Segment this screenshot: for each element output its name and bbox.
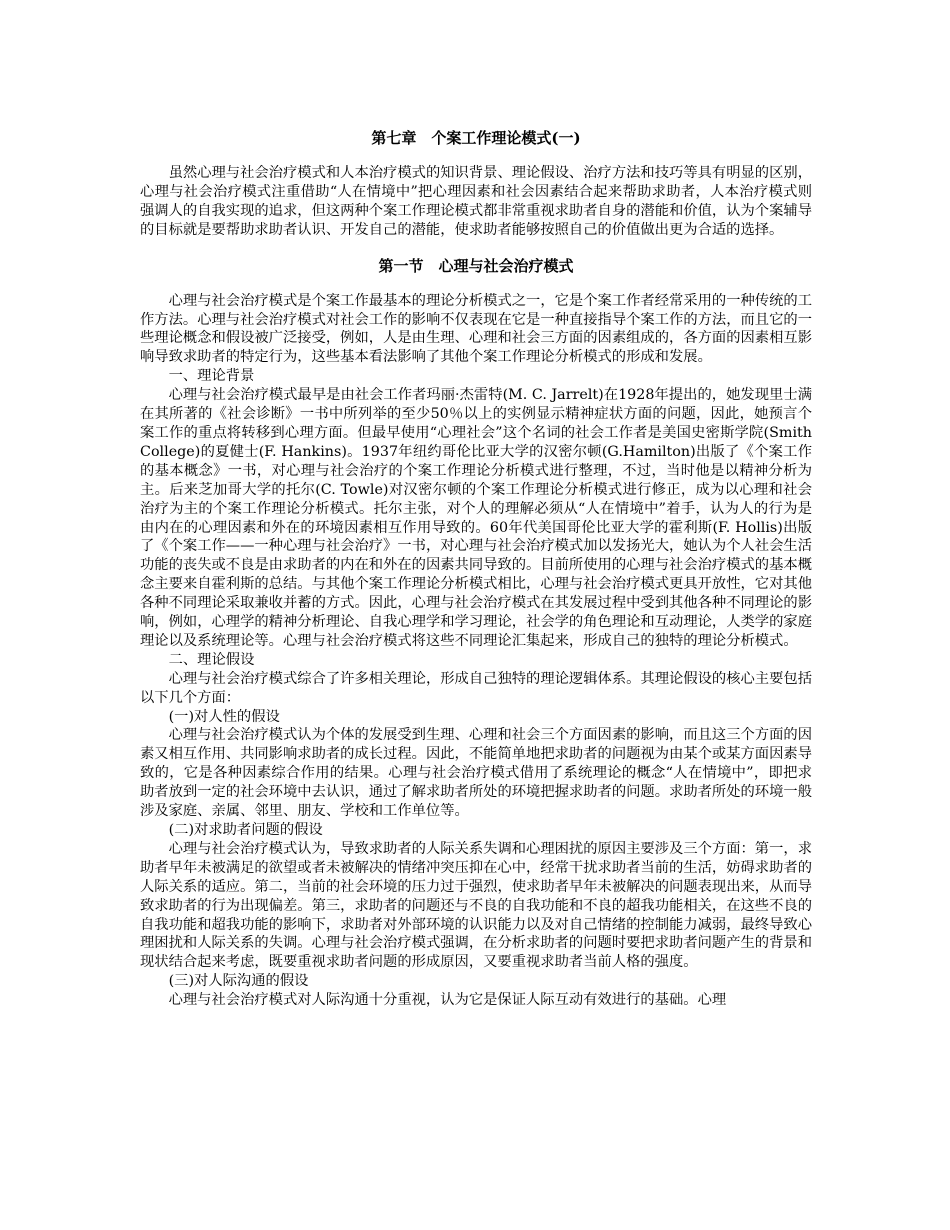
heading-background: 一、理论背景	[168, 368, 255, 385]
human-nature-paragraph: 心理与社会治疗模式认为个体的发展受到生理、心理和社会三个方面因素的影响，而且这三个方面的因素又相互作用、共同影响求助者的成长过程。因此，不能简单地把求助者的问题视为由某个或某方面因素导致的，它是各种因素综合作用的结果。心理与社会治疗模式借用了系统理论的概念“人在情境中”，即把求助者放到一定的社会环境中去认识，通过了解求助者所处的环境把握求助者的问题。求助者所处的环境一般涉及家庭、亲属、邻里、朋友、学校和工作单位等。	[140, 727, 812, 820]
heading-client-problems: (二)对求助者问题的假设	[168, 822, 323, 838]
section-title: 第一节 心理与社会治疗模式	[378, 256, 574, 275]
background-paragraph: 心理与社会治疗模式最早是由社会工作者玛丽·杰雷特(M. C. Jarrelt)在1928年提出的，她发现里士满在其所著的《社会诊断》一书中所列举的至少50％以上的实例显示精神症状方面的问题，因此，她预言个案工作的重点将转移到心理方面。但最早使用“心理社会”这个名词的社会工作者是美国史密斯学院(Smith College)的夏健士(F. Hankins)。1937年纽约哥伦比亚大学的汉密尔顿(G.Hamilton)出版了《个案工作的基本概念》一书，对心理与社会治疗的个案工作理论分析模式进行整理，不过，当时他是以精神分析为主。后来芝加哥大学的托尔(C. Towle)对汉密尔顿的个案工作理论分析模式进行修正，成为以心理和社会治疗为主的个案工作理论分析模式。托尔主张，对个人的理解必须从“人在情境中”着手，认为人的行为是由内在的心理因素和外在的环境因素相互作用导致的。60年代美国哥伦比亚大学的霍利斯(F. Hollis)出版了《个案工作——一种心理与社会治疗》一书，对心理与社会治疗模式加以发扬光大，她认为个人社会生活功能的丧失或不良是由求助者的内在和外在的因素共同导致的。目前所使用的心理与社会治疗模式的基本概念主要来自霍利斯的总结。与其他个案工作理论分析模式相比，心理与社会治疗模式更具开放性，它对其他各种不同理论采取兼收并蓄的方式。因此，心理与社会治疗模式在其发展过程中受到其他各种不同理论的影响，例如，心理学的精神分析理论、自我心理学和学习理论，社会学的角色理论和互动理论，人类学的家庭理论以及系统理论等。心理与社会治疗模式将这些不同理论汇集起来，形成自己的独特的理论分析模式。	[140, 387, 812, 649]
chapter-title: 第七章 个案工作理论模式(一)	[371, 129, 581, 147]
document-page	[140, 128, 812, 1010]
client-problems-paragraph: 心理与社会治疗模式认为，导致求助者的人际关系失调和心理困扰的原因主要涉及三个方面：第一，求助者早年未被满足的欲望或者未被解决的情绪冲突压抑在心中，经常干扰求助者当前的生活，妨碍求助者的人际关系的适应。第二，当前的社会环境的压力过于强烈，使求助者早年未被解决的问题表现出来，从而导致求助者的行为出现偏差。第三，求助者的问题还与不良的自我功能和不良的超我功能相关，在这些不良的自我功能和超我功能的影响下，求助者对外部环境的认识能力以及对自己情绪的控制能力减弱，最终导致心理困扰和人际关系的失调。心理与社会治疗模式强调，在分析求助者的问题时要把求助者问题产生的背景和现状结合起来考虑，既要重视求助者问题的形成原因，又要重视求助者当前人格的强度。	[140, 840, 812, 971]
assumptions-paragraph: 心理与社会治疗模式综合了许多相关理论，形成自己独特的理论逻辑体系。其理论假设的核心主要包括以下几个方面：	[140, 670, 812, 706]
intro-paragraph: 虽然心理与社会治疗模式和人本治疗模式的知识背景、理论假设、治疗方法和技巧等具有明显的区别，心理与社会治疗模式注重借助“人在情境中”把心理因素和社会因素结合起来帮助求助者，人本治疗模式则强调人的自我实现的追求，但这两种个案工作理论模式都非常重视求助者自身的潜能和价值，认为个案辅导的目标就是要帮助求助者认识、开发自己的潜能，使求助者能够按照自己的价值做出更为合适的选择。	[140, 165, 812, 238]
section-intro-paragraph: 心理与社会治疗模式是个案工作最基本的理论分析模式之一，它是个案工作者经常采用的一种传统的工作方法。心理与社会治疗模式对社会工作的影响不仅表现在它是一种直接指导个案工作的方法，而且它的一些理论概念和假设被广泛接受，例如，人是由生理、心理和社会三方面的因素组成的，各方面的因素相互影响导致求助者的特定行为，这些基本看法影响了其他个案工作理论分析模式的形成和发展。	[140, 292, 812, 366]
heading-communication: (三)对人际沟通的假设	[168, 973, 309, 990]
communication-paragraph: 心理与社会治疗模式对人际沟通十分重视，认为它是保证人际互动有效进行的基础。心理	[168, 992, 727, 1009]
heading-assumptions: 二、理论假设	[168, 651, 255, 668]
heading-human-nature: (一)对人性的假设	[168, 708, 280, 725]
